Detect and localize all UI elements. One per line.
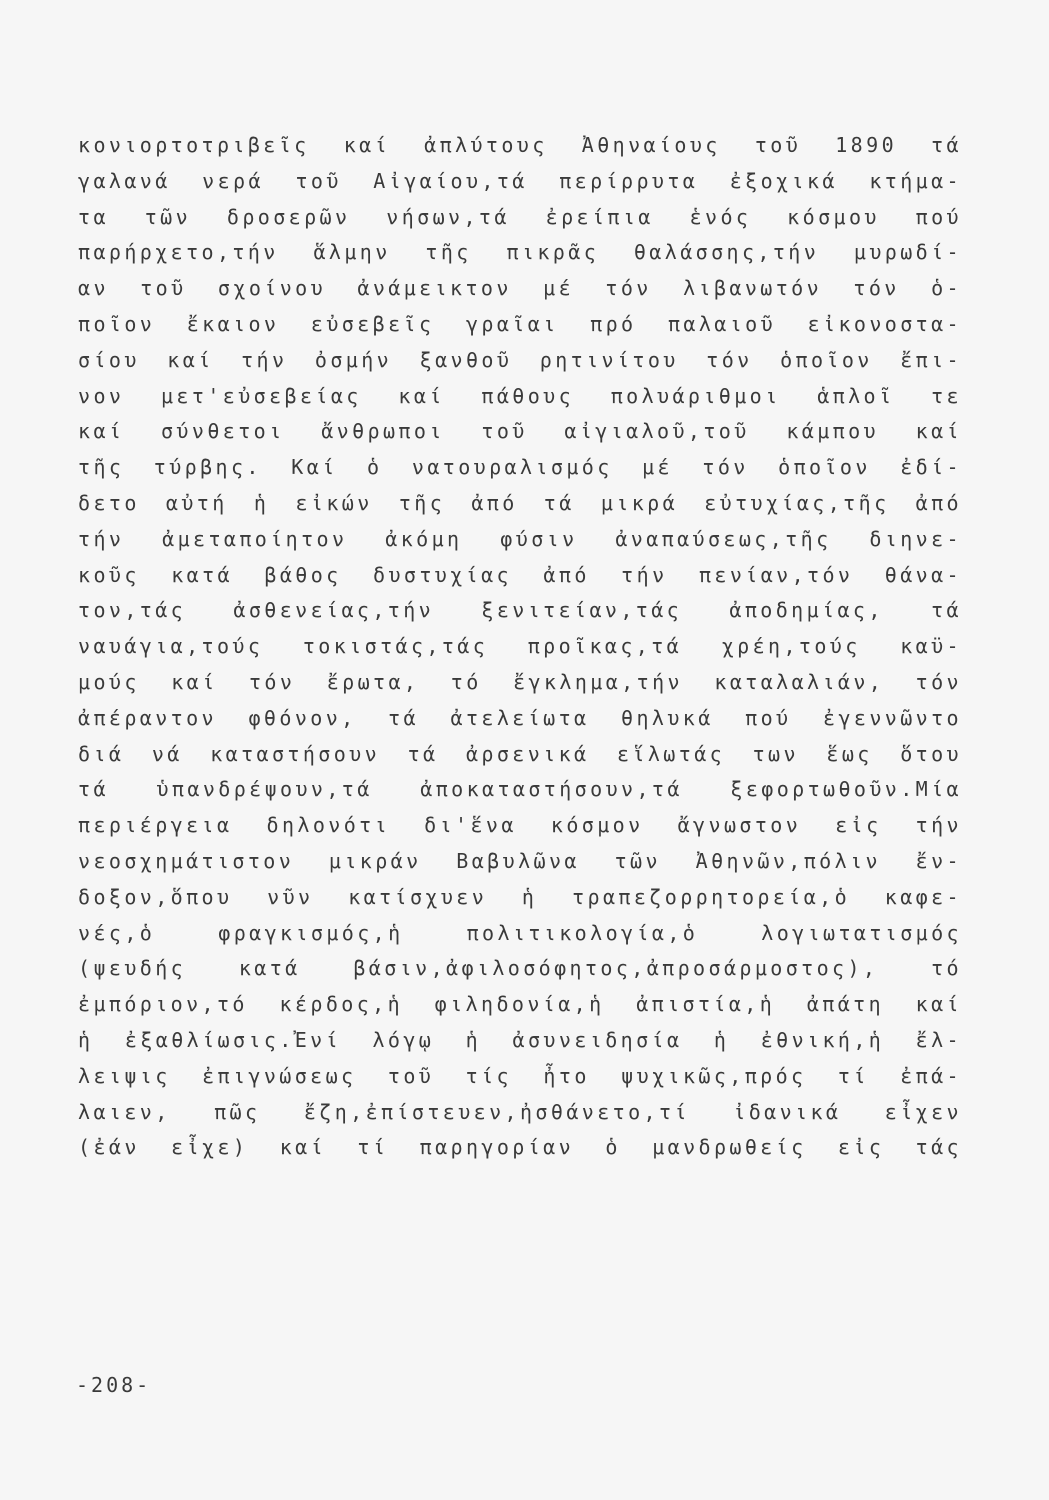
- text-line: λειψις ἐπιγνώσεως τοῦ τίς ἦτο ψυχικῶς,πρός τί ἐπά-: [78, 1063, 962, 1088]
- text-line: νές,ὁ φραγκισμός,ἡ πολιτικολογία,ὁ λογιωτατισμός: [78, 920, 962, 945]
- text-line: δοξον,ὅπου νῦν κατίσχυεν ἡ τραπεζορρητορεία,ὁ καφε-: [78, 884, 962, 909]
- text-line: κοῦς κατά βάθος δυστυχίας ἀπό τήν πενίαν,τόν θάνα-: [78, 562, 962, 587]
- text-line: δετο αὐτή ἡ εἰκών τῆς ἀπό τά μικρά εὐτυχίας,τῆς ἀπό: [78, 490, 962, 515]
- text-line: νον μετ'εὐσεβείας καί πάθους πολυάριθμοι ἁπλοῖ τε: [78, 383, 962, 408]
- text-line: γαλανά νερά τοῦ Αἰγαίου,τά περίρρυτα ἐξοχικά κτήμα-: [78, 168, 962, 193]
- text-line: ἐμπόριον,τό κέρδος,ἡ φιληδονία,ἡ ἀπιστία,ἡ ἀπάτη καί: [78, 992, 962, 1017]
- text-line: καί σύνθετοι ἄνθρωποι τοῦ αἰγιαλοῦ,τοῦ κάμπου καί: [78, 419, 962, 444]
- text-line: περιέργεια δηλονότι δι'ἕνα κόσμον ἄγνωστον εἰς τήν: [78, 813, 962, 838]
- text-line: λαιεν, πῶς ἔζη,ἐπίστευεν,ἠσθάνετο,τί ἰδανικά εἶχεν: [78, 1099, 962, 1124]
- text-line: κονιορτοτριβεῖς καί ἀπλύτους Ἀθηναίους τοῦ 1890 τά: [78, 133, 962, 157]
- text-line: μούς καί τόν ἔρωτα, τό ἔγκλημα,τήν καταλαλιάν, τόν: [78, 669, 962, 694]
- text-line: τήν ἀμεταποίητον ἀκόμη φύσιν ἀναπαύσεως,τῆς διηνε-: [78, 526, 962, 551]
- text-line: νεοσχημάτιστον μικράν Βαβυλῶνα τῶν Ἀθηνῶν,πόλιν ἔν-: [78, 848, 962, 873]
- text-line: σίου καί τήν ὀσμήν ξανθοῦ ρητινίτου τόν ὁποῖον ἔπι-: [78, 347, 962, 372]
- text-line: ἡ ἐξαθλίωσις.Ἐνί λόγῳ ἡ ἀσυνειδησία ἡ ἐθνική,ἡ ἔλ-: [78, 1027, 962, 1052]
- text-line: ποῖον ἔκαιον εὐσεβεῖς γραῖαι πρό παλαιοῦ εἰκονοστα-: [78, 311, 962, 336]
- text-line: διά νά καταστήσουν τά ἀρσενικά εἵλωτάς των ἕως ὅτου: [78, 741, 962, 766]
- text-line: τον,τάς ἀσθενείας,τήν ξενιτείαν,τάς ἀποδημίας, τά: [78, 598, 962, 623]
- text-line: τα τῶν δροσερῶν νήσων,τά ἐρείπια ἑνός κόσμου πού: [78, 204, 962, 229]
- text-line: ναυάγια,τούς τοκιστάς,τάς προῖκας,τά χρέη,τούς καϋ-: [78, 634, 962, 659]
- text-line: ἀπέραντον φθόνον, τά ἀτελείωτα θηλυκά πού ἐγεννῶντο: [78, 705, 962, 730]
- text-line: τά ὑπανδρέψουν,τά ἀποκαταστήσουν,τά ξεφορτωθοῦν.Μία: [78, 777, 962, 802]
- text-line: παρήρχετο,τήν ἅλμην τῆς πικρᾶς θαλάσσης,τήν μυρωδί-: [78, 240, 962, 265]
- text-line: (ψευδής κατά βάσιν,ἀφιλοσόφητος,ἀπροσάρμοστος), τό: [78, 956, 962, 981]
- text-line: αν τοῦ σχοίνου ἀνάμεικτον μέ τόν λιβανωτόν τόν ὁ-: [78, 276, 962, 301]
- text-line: (ἐάν εἶχε) καί τί παρηγορίαν ὁ μανδρωθείς εἰς τάς: [78, 1135, 962, 1160]
- page-number: -208-: [76, 1373, 152, 1397]
- text-line: τῆς τύρβης. Καί ὁ νατουραλισμός μέ τόν ὁποῖον ἐδί-: [78, 455, 962, 480]
- typewritten-paragraph: [78, 128, 962, 1166]
